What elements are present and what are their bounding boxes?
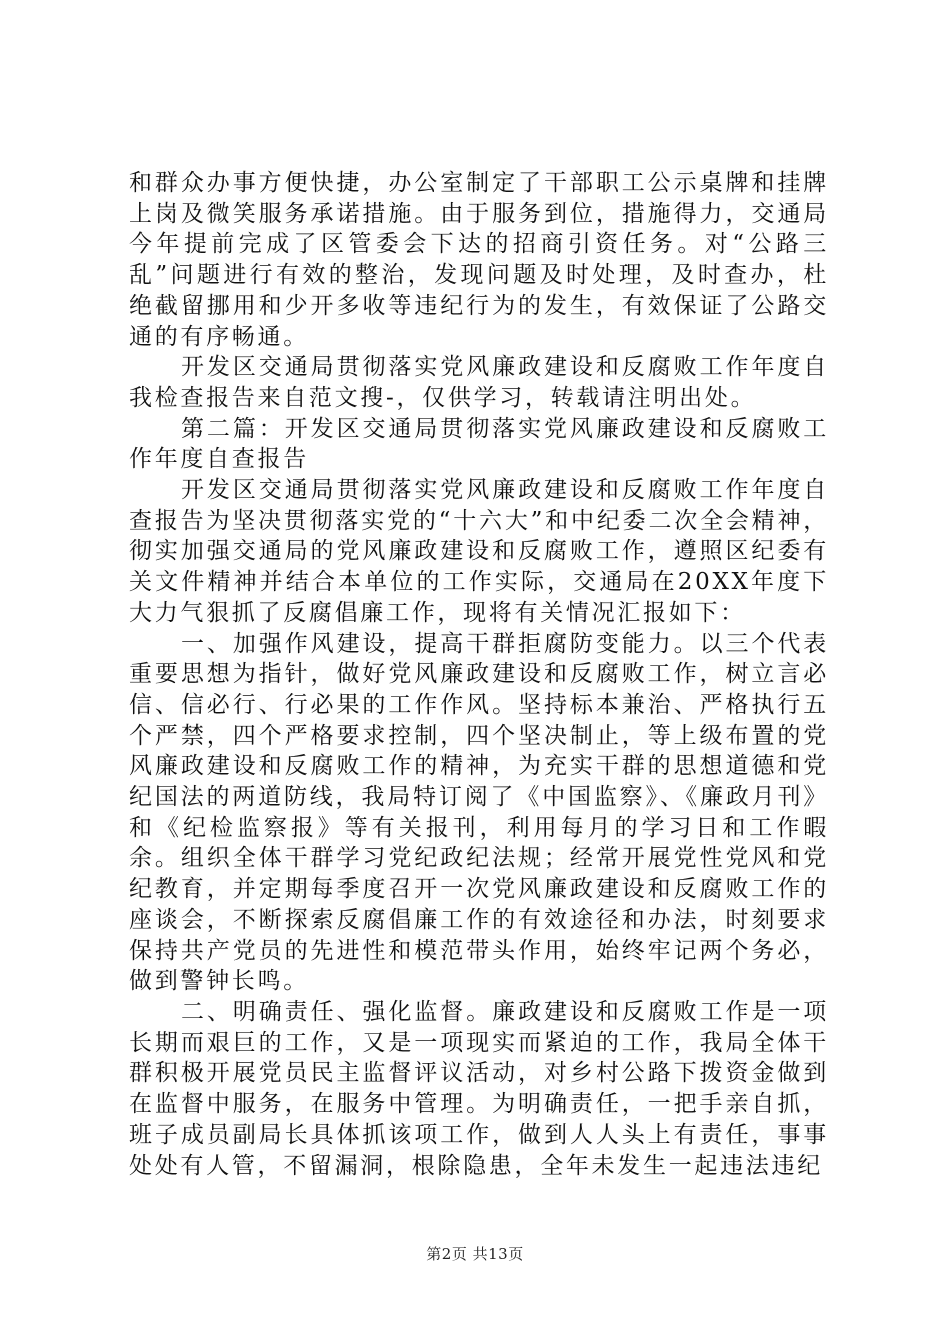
- paragraph-point-two: 二、明确责任、强化监督。廉政建设和反腐败工作是一项长期而艰巨的工作，又是一项现实而紧迫的工作，我局全体干群积极开展党员民主监督评议活动，对乡村公路下拨资金做到在监督中服务，在服务中管理。为明确责任，一把手亲自抓，班子成员副局长具体抓该项工作，做到人人头上有责任，事事处处有人管，不留漏洞，根除隐患，全年未发生一起违法违纪: [129, 998, 829, 1179]
- paragraph-point-one: 一、加强作风建设，提高干群拒腐防变能力。以三个代表重要思想为指针，做好党风廉政建设和反腐败工作，树立言必信、信必行、行必果的工作作风。坚持标本兼治、严格执行五个严禁，四个严格要求控制，四个坚决制止，等上级布置的党风廉政建设和反腐败工作的精神，为充实干群的思想道德和党纪国法的两道防线，我局特订阅了《中国监察》、《廉政月刊》和《纪检监察报》等有关报刊，利用每月的学习日和工作暇余。组织全体干群学习党纪政纪法规；经常开展党性党风和党纪教育，并定期每季度召开一次党风廉政建设和反腐败工作的座谈会，不断探索反腐倡廉工作的有效途径和办法，时刻要求保持共产党员的先进性和模范带头作用，始终牢记两个务必，做到警钟长鸣。: [129, 630, 829, 995]
- paragraph-source-note: 开发区交通局贯彻落实党风廉政建设和反腐败工作年度自我检查报告来自范文搜-，仅供学习，转载请注明出处。: [129, 354, 829, 411]
- paragraph-intro: 开发区交通局贯彻落实党风廉政建设和反腐败工作年度自查报告为坚决贯彻落实党的“十六大”和中纪委二次全会精神，彻实加强交通局的党风廉政建设和反腐败工作，遵照区纪委有关文件精神并结合本单位的工作实际，交通局在20XX年度下大力气狠抓了反腐倡廉工作，现将有关情况汇报如下：: [129, 477, 829, 626]
- paragraph-continuation: 和群众办事方便快捷，办公室制定了干部职工公示桌牌和挂牌上岗及微笑服务承诺措施。由于服务到位，措施得力，交通局今年提前完成了区管委会下达的招商引资任务。对“公路三乱”问题进行有效的整治，发现问题及时处理，及时查办，杜绝截留挪用和少开多收等违纪行为的发生，有效保证了公路交通的有序畅通。: [129, 170, 829, 350]
- document-body: [129, 168, 829, 1181]
- paragraph-section-title: 第二篇：开发区交通局贯彻落实党风廉政建设和反腐败工作年度自查报告: [129, 415, 829, 473]
- page-number-footer: 第2页 共13页: [426, 1245, 524, 1263]
